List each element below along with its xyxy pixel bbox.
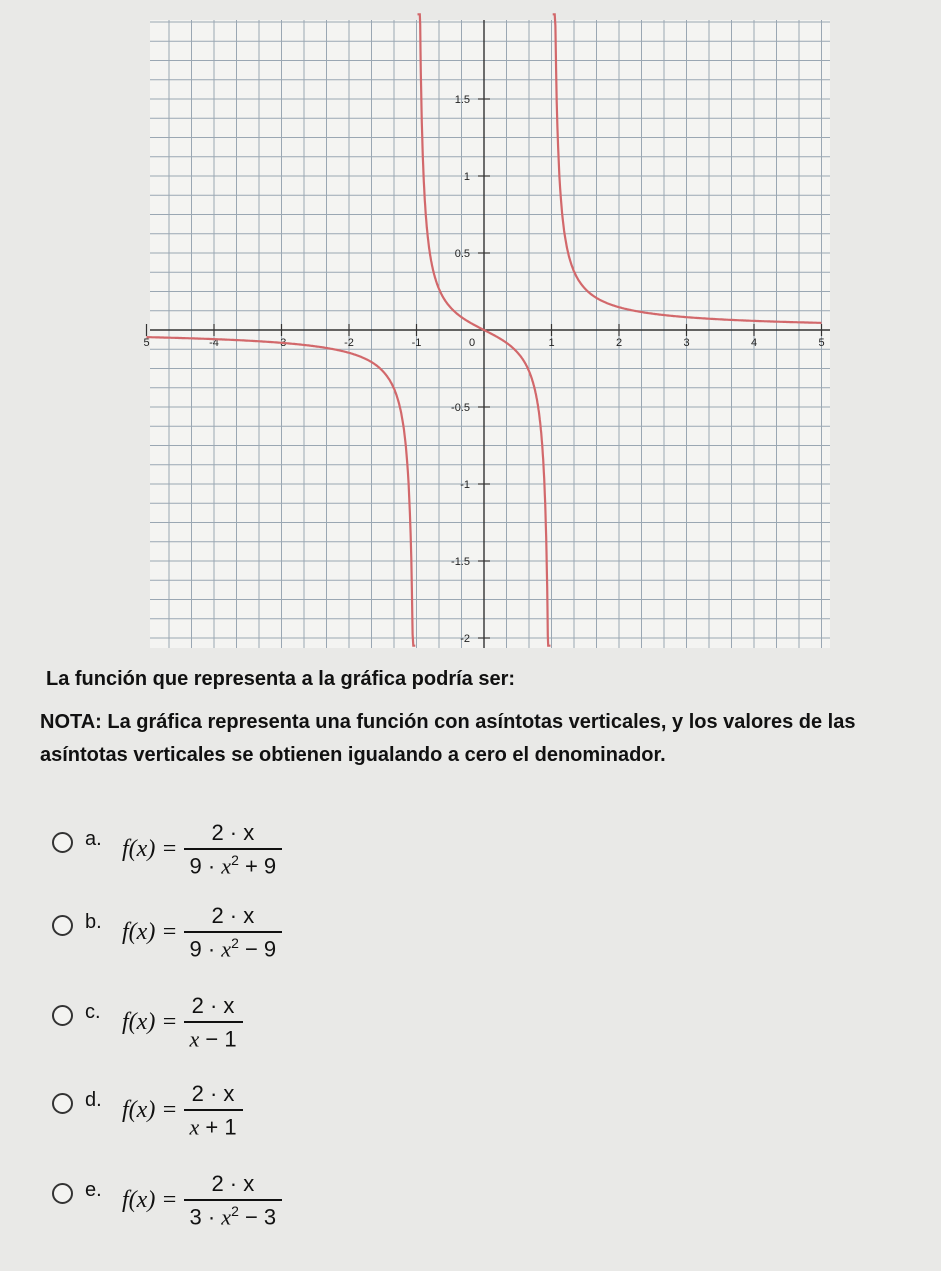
den-const: − 9	[238, 936, 277, 962]
fraction	[184, 820, 283, 879]
fraction	[184, 1081, 243, 1140]
x-tick-label: 4	[750, 337, 758, 349]
function-label: f(x) =	[122, 836, 178, 863]
den-exp: 2	[231, 852, 239, 868]
note-label: NOTA:	[40, 711, 102, 733]
option-b[interactable]	[52, 903, 452, 995]
den-var: x	[189, 1026, 200, 1052]
x-tick-label: 3	[683, 337, 690, 349]
question-text: La función que representa a la gráfica podría ser:	[46, 668, 516, 690]
radio-button[interactable]	[52, 915, 73, 936]
note-text	[40, 706, 930, 772]
den-const: − 3	[238, 1204, 277, 1230]
den-coef: 9 ·	[189, 853, 222, 879]
den-exp: 2	[231, 1203, 239, 1219]
formula	[122, 1171, 282, 1230]
y-tick-label: 1.5	[454, 94, 470, 106]
function-label: f(x) =	[122, 1187, 178, 1214]
den-coef: 9 ·	[189, 936, 222, 962]
formula	[122, 820, 282, 879]
den-const: + 1	[199, 1114, 237, 1140]
numerator: 2 · x	[211, 820, 255, 845]
x-tick-label: 2	[615, 337, 623, 349]
numerator: 2 · x	[191, 1081, 235, 1106]
denominator	[184, 848, 283, 879]
den-exp: 2	[231, 935, 239, 951]
den-var: x	[221, 853, 232, 879]
radio-button[interactable]	[52, 1005, 73, 1026]
x-tick-label: 1	[548, 337, 555, 349]
x-tick-label: -2	[344, 337, 354, 349]
y-tick-label: -2	[460, 633, 470, 645]
option-letter: a.	[85, 828, 102, 850]
den-var: x	[221, 936, 232, 962]
fraction	[184, 1171, 283, 1230]
denominator	[184, 1199, 283, 1230]
function-label: f(x) =	[122, 1009, 178, 1036]
den-var: x	[221, 1204, 232, 1230]
note-body: La gráfica representa una función con asíntotas verticales, y los valores de las asíntotas verticales se obtienen igualando a cero el denominador.	[40, 711, 856, 766]
option-letter: d.	[85, 1089, 102, 1111]
den-const: − 1	[199, 1026, 237, 1052]
y-tick-label: 0.5	[454, 248, 470, 260]
fraction	[184, 903, 283, 962]
fraction	[184, 993, 243, 1052]
formula	[122, 993, 243, 1052]
option-c[interactable]	[52, 993, 452, 1085]
function-label: f(x) =	[122, 1097, 178, 1124]
option-letter: b.	[85, 911, 102, 933]
numerator: 2 · x	[211, 903, 255, 928]
denominator	[184, 1109, 243, 1140]
x-tick-label: -1	[411, 337, 422, 349]
x-tick-label: 0	[468, 337, 476, 349]
option-d[interactable]	[52, 1081, 452, 1173]
radio-button[interactable]	[52, 1183, 73, 1204]
function-label: f(x) =	[122, 919, 178, 946]
radio-button[interactable]	[52, 1093, 73, 1114]
radio-button[interactable]	[52, 832, 73, 853]
option-letter: e.	[85, 1179, 102, 1201]
formula	[122, 1081, 243, 1140]
y-tick-label: -1	[460, 479, 470, 491]
x-tick-label: 5	[143, 337, 150, 349]
option-letter: c.	[85, 1001, 101, 1023]
den-var: x	[189, 1114, 200, 1140]
y-tick-label: -0.5	[451, 402, 470, 414]
denominator	[184, 1021, 243, 1052]
option-e[interactable]	[52, 1171, 452, 1263]
denominator	[184, 931, 283, 962]
formula	[122, 903, 282, 962]
numerator: 2 · x	[211, 1171, 255, 1196]
numerator: 2 · x	[191, 993, 235, 1018]
y-tick-label: 1	[463, 171, 470, 183]
option-a[interactable]	[52, 820, 452, 912]
x-tick-label: -3	[276, 337, 287, 349]
x-tick-label: 5	[818, 337, 825, 349]
x-tick-label: -4	[209, 337, 219, 349]
den-const: + 9	[238, 853, 277, 879]
y-tick-label: -1.5	[451, 556, 470, 568]
den-coef: 3 ·	[189, 1204, 222, 1230]
